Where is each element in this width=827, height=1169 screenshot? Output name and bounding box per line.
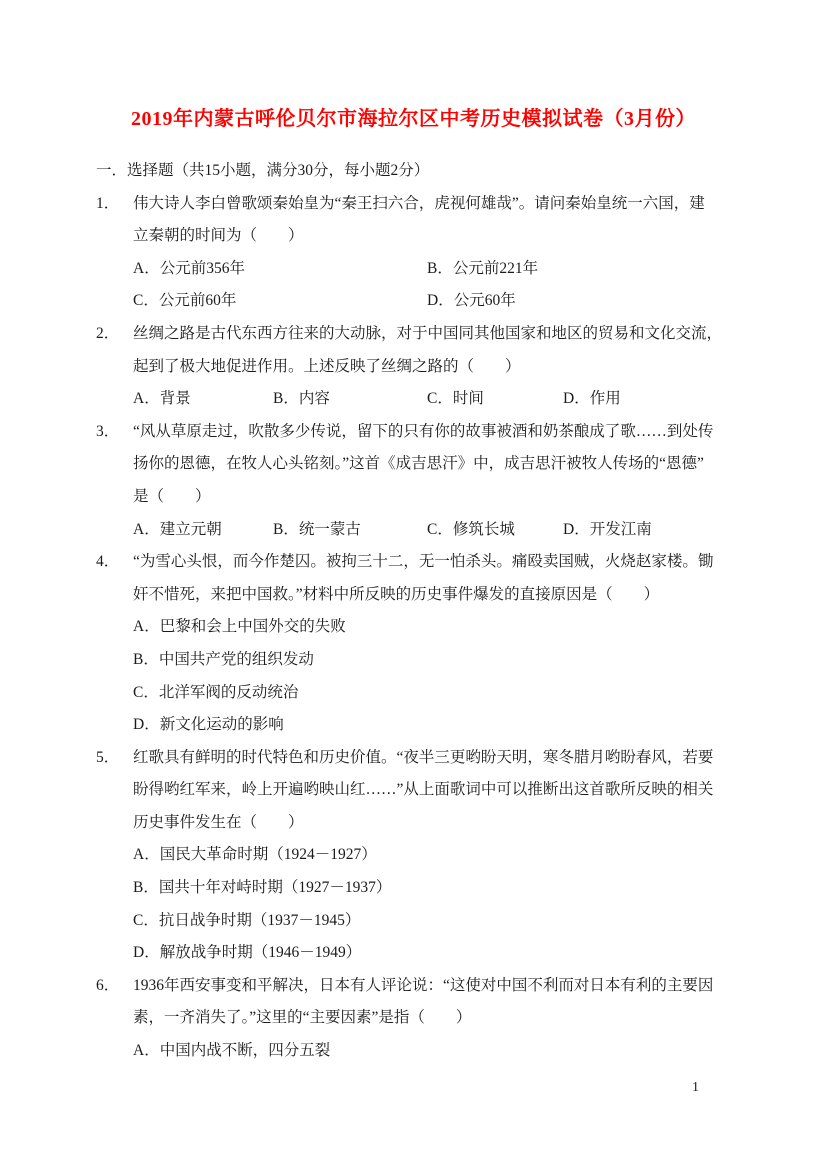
option-B: B．国共十年对峙时期（1927－1937） [133, 879, 392, 897]
question-text-line [96, 481, 736, 514]
option-C: C．修筑长城 [427, 520, 515, 538]
question-text: 立秦朝的时间为（ ） [133, 227, 304, 245]
question-number: 1． [96, 194, 120, 212]
question-number: 5． [96, 748, 120, 766]
question-text-line [96, 546, 736, 579]
option-B: B．中国共产党的组织发动 [133, 650, 314, 668]
options [96, 839, 736, 969]
document-title: 2019年内蒙古呼伦贝尔市海拉尔区中考历史模拟试卷（3月份） [131, 108, 696, 130]
option-C: C．北洋军阀的反动统治 [133, 683, 299, 701]
option-D: D．作用 [563, 390, 621, 408]
question-text-line [96, 807, 736, 840]
question-5 [96, 742, 736, 970]
option-D: D．解放战争时期（1946－1949） [133, 944, 362, 962]
option-A: A．国民大革命时期（1924－1927） [133, 846, 377, 864]
question-text: 盼得哟红军来，岭上开遍哟映山红……”从上面歌词中可以推断出这首歌所反映的相关 [133, 781, 714, 799]
page-number: 1 [692, 1080, 699, 1095]
option-A: A．背景 [133, 390, 191, 408]
option-C: C．时间 [427, 390, 484, 408]
question-text: 伟大诗人李白曾歌颂秦始皇为“秦王扫六合，虎视何雄哉”。请问秦始皇统一六国，建 [133, 194, 705, 212]
options [96, 611, 736, 741]
option-A: A．中国内战不断，四分五裂 [133, 1042, 331, 1060]
question-number: 3． [96, 422, 120, 440]
options [133, 514, 736, 547]
question-number: 4． [96, 553, 120, 571]
document-body [96, 155, 736, 1068]
question-text: 历史事件发生在（ ） [133, 813, 304, 831]
options [133, 253, 736, 318]
question-text: 1936年西安事变和平解决，日本有人评论说：“这使对中国不利而对日本有利的主要因 [133, 976, 714, 994]
question-text-line [96, 742, 736, 775]
option-B: B．公元前221年 [427, 259, 539, 277]
question-number: 6． [96, 976, 120, 994]
question-text-line [96, 448, 736, 481]
question-3 [96, 416, 736, 546]
question-text: 起到了极大地促进作用。上述反映了丝绸之路的（ ） [133, 357, 521, 375]
options [96, 1035, 736, 1068]
option-C: C．公元前60年 [133, 292, 237, 310]
question-2 [96, 318, 736, 416]
option-D: D．公元60年 [427, 292, 516, 310]
question-text-line [96, 416, 736, 449]
question-text-line [96, 188, 736, 221]
question-text: 素，一齐消失了。”这里的“主要因素”是指（ ） [133, 1009, 472, 1027]
section-header: 一．选择题（共15小题，满分30分，每小题2分） [96, 162, 430, 179]
question-text: “风从草原走过，吹散多少传说，留下的只有你的故事被酒和奶茶酿成了歌……到处传 [133, 422, 714, 440]
option-B: B．内容 [273, 390, 330, 408]
question-text: “为雪心头恨，而今作楚囚。被拘三十二，无一怕杀头。痛殴卖国贼，火烧赵家楼。锄 [133, 553, 714, 571]
question-1 [96, 188, 736, 318]
question-number: 2． [96, 324, 120, 342]
question-text: 红歌具有鲜明的时代特色和历史价值。“夜半三更哟盼天明，寒冬腊月哟盼春风，若要 [133, 748, 714, 766]
option-D: D．新文化运动的影响 [133, 716, 284, 734]
question-text-line [96, 970, 736, 1003]
question-text: 是（ ） [133, 487, 211, 505]
option-A: A．巴黎和会上中国外交的失败 [133, 618, 346, 636]
option-D: D．开发江南 [563, 520, 652, 538]
question-text-line [96, 351, 736, 384]
question-6 [96, 970, 736, 1068]
question-text-line [96, 579, 736, 612]
option-A: A．建立元朝 [133, 520, 222, 538]
question-text: 丝绸之路是古代东西方往来的大动脉，对于中国同其他国家和地区的贸易和文化交流， [133, 324, 723, 342]
question-text-line [96, 1002, 736, 1035]
question-4 [96, 546, 736, 742]
option-A: A．公元前356年 [133, 259, 245, 277]
question-text-line [96, 318, 736, 351]
question-text: 奸不惜死，来把中国救。”材料中所反映的历史事件爆发的直接原因是（ ） [133, 585, 660, 603]
question-text: 扬你的恩德，在牧人心头铭刻。”这首《成吉思汗》中，成吉思汗被牧人传场的“恩德” [133, 455, 704, 473]
question-list [96, 188, 736, 1068]
option-B: B．统一蒙古 [273, 520, 361, 538]
option-C: C．抗日战争时期（1937－1945） [133, 911, 361, 929]
options [133, 383, 736, 416]
question-text-line [96, 774, 736, 807]
question-text-line [96, 220, 736, 253]
